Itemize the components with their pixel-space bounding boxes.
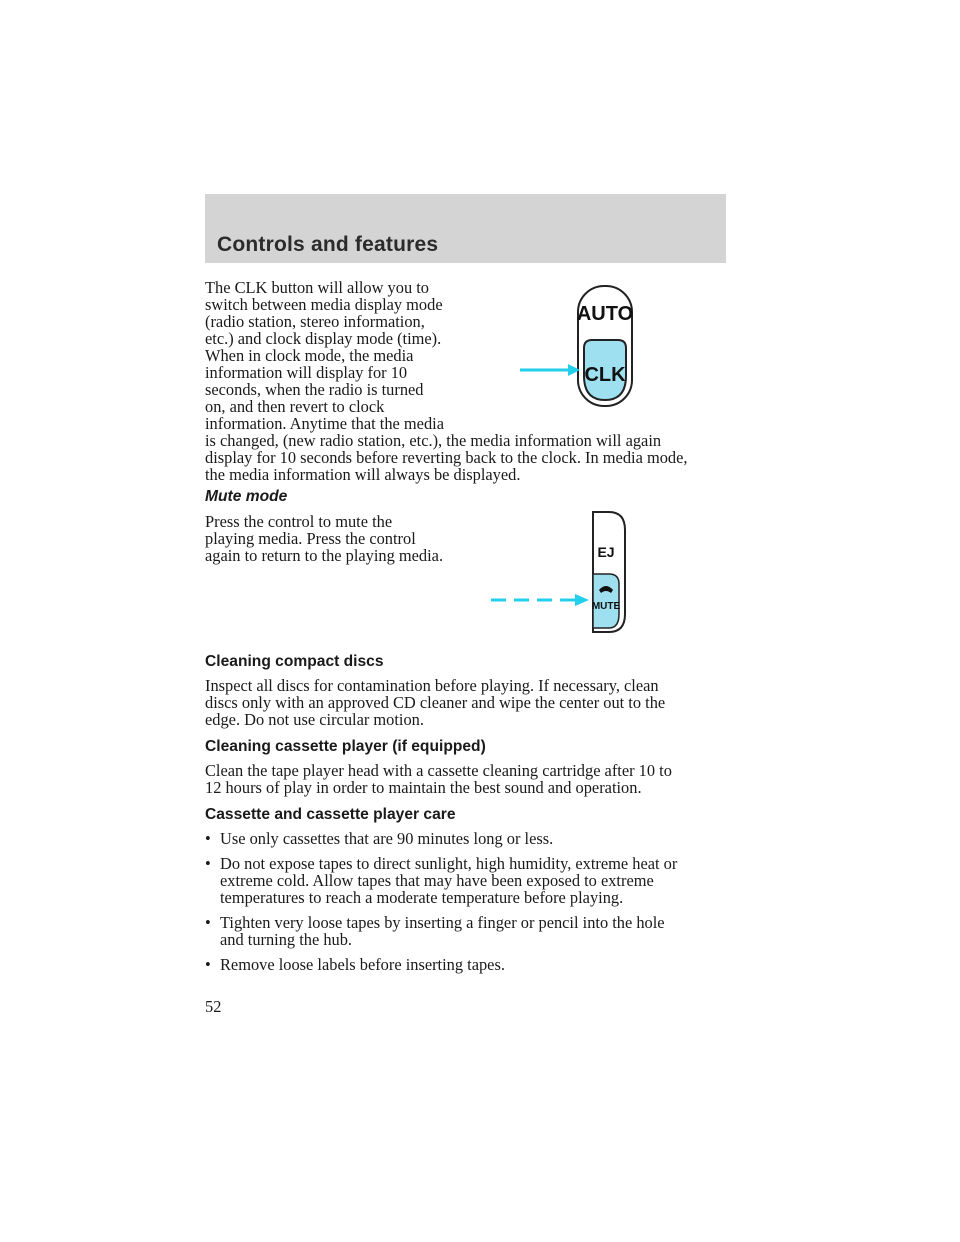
section-header-band — [205, 194, 726, 263]
clk-button-label: CLK — [584, 364, 626, 386]
text-line: and turning the hub. — [220, 930, 353, 949]
text-line: seconds, when the radio is turned — [205, 380, 424, 399]
text-line: information will display for 10 — [205, 363, 408, 382]
text-line: Use only cassettes that are 90 minutes long or less. — [220, 829, 554, 848]
text-line: edge. Do not use circular motion. — [205, 710, 424, 729]
text-line: The CLK button will allow you to — [205, 278, 429, 297]
page-number: 52 — [205, 997, 222, 1016]
auto-button-label: AUTO — [576, 303, 634, 325]
text-line: When in clock mode, the media — [205, 346, 414, 365]
mute-paragraph — [205, 513, 443, 564]
cd-cleaning-heading: Cleaning compact discs — [205, 653, 384, 670]
text-line: again to return to the playing media. — [205, 546, 444, 565]
text-line: playing media. Press the control — [205, 529, 416, 548]
bullet-icon: • — [205, 955, 211, 974]
bullet-icon: • — [205, 913, 211, 932]
text-line: temperatures to reach a moderate temperature before playing. — [220, 888, 624, 907]
text-line: switch between media display mode — [205, 295, 443, 314]
text-line: extreme cold. Allow tapes that may have been exposed to extreme — [220, 871, 654, 890]
mute-button-label: MUTE — [591, 601, 621, 612]
text-line: Do not expose tapes to direct sunlight, high humidity, extreme heat or — [220, 854, 678, 873]
text-line: Tighten very loose tapes by inserting a finger or pencil into the hole — [220, 913, 665, 932]
text-line: Press the control to mute the — [205, 512, 393, 531]
bullet-icon: • — [205, 854, 211, 873]
text-line: display for 10 seconds before reverting back to the clock. In media mode, — [205, 448, 688, 467]
bullet-icon: • — [205, 829, 211, 848]
auto-clk-button-figure — [510, 282, 640, 412]
cassette-cleaning-paragraph — [205, 762, 672, 796]
text-line: etc.) and clock display mode (time). — [205, 329, 442, 348]
text-line: discs only with an approved CD cleaner and wipe the center out to the — [205, 693, 666, 712]
text-line: (radio station, stereo information, — [205, 312, 425, 331]
text-line: information. Anytime that the media — [205, 414, 444, 433]
cassette-cleaning-heading: Cleaning cassette player (if equipped) — [205, 738, 486, 755]
text-line: Clean the tape player head with a cassette cleaning cartridge after 10 to — [205, 761, 672, 780]
cassette-care-heading: Cassette and cassette player care — [205, 806, 456, 823]
text-line: is changed, (new radio station, etc.), the media information will again — [205, 431, 662, 450]
eject-label: EJ — [597, 544, 615, 560]
text-line: the media information will always be displayed. — [205, 465, 521, 484]
text-line: on, and then revert to clock — [205, 397, 385, 416]
ej-mute-control-figure — [485, 510, 635, 638]
cd-cleaning-paragraph — [205, 677, 665, 728]
pointer-arrow-head — [575, 594, 589, 606]
text-line: Remove loose labels before inserting tapes. — [220, 955, 505, 974]
text-line: Inspect all discs for contamination before playing. If necessary, clean — [205, 676, 659, 695]
section-title: Controls and features — [217, 233, 439, 256]
text-line: 12 hours of play in order to maintain the best sound and operation. — [205, 778, 642, 797]
mute-mode-heading: Mute mode — [205, 488, 288, 505]
